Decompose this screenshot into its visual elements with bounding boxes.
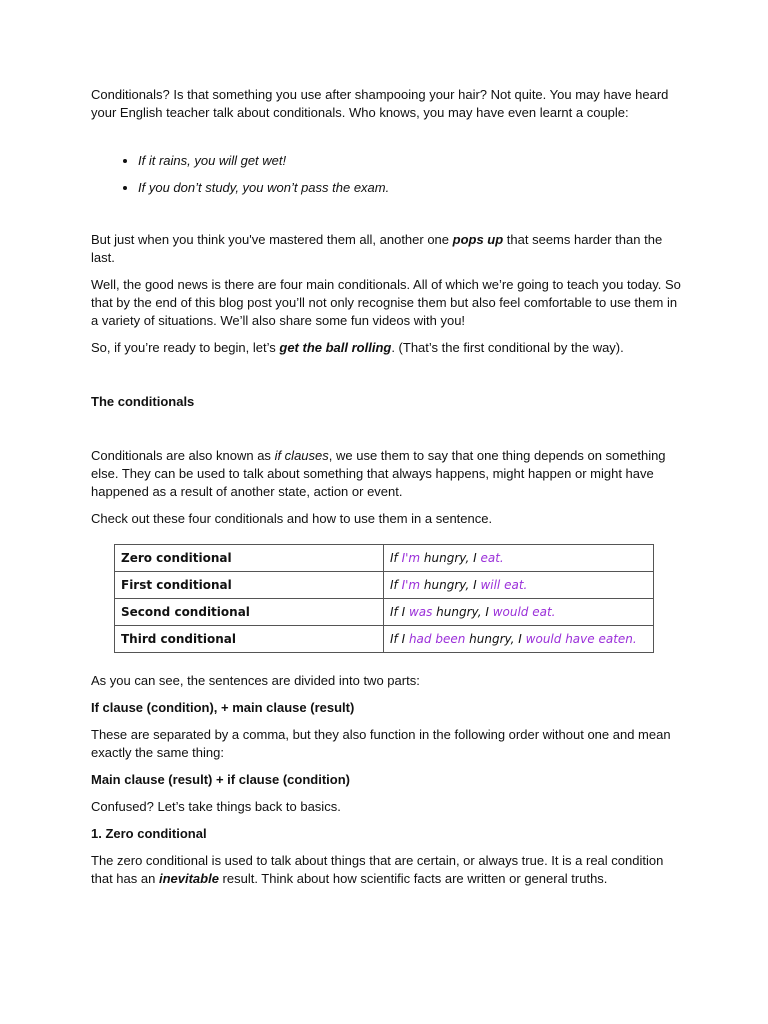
table-row (115, 545, 654, 572)
text-run: , we use them to say that one thing depends on something else. They can be used to talk about something that always happens, might happen or might have happened as a result of another state, action or event. (91, 448, 666, 499)
divided-paragraph: As you can see, the sentences are divided into two parts: (91, 673, 420, 688)
check-out-paragraph: Check out these four conditionals and how to use them in a sentence. (91, 511, 493, 526)
example-item: • If you don’t study, you won’t pass the exam. (138, 179, 681, 197)
text-run: The zero conditional is used to talk about things that are certain, or always true. It is a real condition that has an (91, 853, 664, 886)
keyword-if-clauses: if clauses (274, 448, 329, 463)
conditional-label: Zero conditional (115, 545, 384, 572)
text-run: that seems harder than the last. (91, 232, 663, 265)
conditional-example (384, 626, 654, 653)
conditional-example (384, 545, 654, 572)
conditional-example (384, 572, 654, 599)
text-run: hungry, I (420, 578, 481, 592)
highlight-text: I'm (401, 578, 421, 592)
table-row (115, 572, 654, 599)
mastered-paragraph (91, 231, 681, 267)
text-run: If (390, 578, 402, 592)
text-run: If I (390, 632, 409, 646)
confused-paragraph: Confused? Let’s take things back to basics. (91, 799, 341, 814)
highlight-text: I'm (401, 551, 421, 565)
if-clauses-paragraph (91, 447, 681, 501)
zero-conditional-paragraph (91, 852, 681, 888)
text-run: If (390, 551, 402, 565)
highlight-text: will eat (480, 578, 524, 592)
conditional-label: Second conditional (115, 599, 384, 626)
text-run: . (632, 632, 637, 646)
highlight-text: had been (408, 632, 466, 646)
example-item: • If it rains, you will get wet! (138, 152, 681, 170)
section-heading: The conditionals (91, 394, 195, 409)
conditionals-table (114, 544, 654, 653)
highlight-text: would have eaten (525, 632, 633, 646)
keyword-inevitable: inevitable (158, 871, 219, 886)
zero-conditional-heading: 1. Zero conditional (91, 826, 207, 841)
text-run: Conditionals are also known as (91, 448, 275, 463)
good-news-paragraph: Well, the good news is there are four main conditionals. All of which we’re going to teach you today. So that by the end of this blog post you’ll not only recognise them but also feel comfortable to use them in a variety of situations. We’ll also share some fun videos with you! (91, 277, 681, 328)
conditional-label: Third conditional (115, 626, 384, 653)
table-row (115, 599, 654, 626)
text-run: If I (390, 605, 409, 619)
text-run: . (That’s the first conditional by the way). (391, 340, 624, 355)
text-run: hungry, I (432, 605, 493, 619)
intro-paragraph: Conditionals? Is that something you use after shampooing your hair? Not quite. You may have heard your English teacher talk about conditionals. Who knows, you may have even learnt a couple: (91, 87, 669, 120)
comma-paragraph: These are separated by a comma, but they also function in the following order without one and mean exactly the same thing: (91, 727, 671, 760)
text-run: result. Think about how scientific facts are written or general truths. (218, 871, 608, 886)
text-run: . (499, 551, 504, 565)
text-run: hungry, I (465, 632, 526, 646)
highlight-text: eat (480, 551, 500, 565)
text-run: . (523, 578, 528, 592)
text-run: . (551, 605, 556, 619)
table-row (115, 626, 654, 653)
text-run: But just when you think you've mastered them all, another one (91, 232, 453, 247)
text-run: So, if you’re ready to begin, let’s (91, 340, 280, 355)
examples-list (91, 152, 681, 197)
keyword-ball-rolling: get the ball rolling (279, 340, 392, 355)
formula-if-main: If clause (condition), + main clause (result) (91, 700, 355, 715)
keyword-pops-up: pops up (452, 232, 504, 247)
highlight-text: was (408, 605, 433, 619)
conditional-label: First conditional (115, 572, 384, 599)
document-body (91, 86, 681, 888)
text-run: hungry, I (420, 551, 481, 565)
formula-main-if: Main clause (result) + if clause (condition) (91, 772, 350, 787)
ready-paragraph (91, 339, 681, 357)
highlight-text: would eat (492, 605, 552, 619)
conditional-example (384, 599, 654, 626)
